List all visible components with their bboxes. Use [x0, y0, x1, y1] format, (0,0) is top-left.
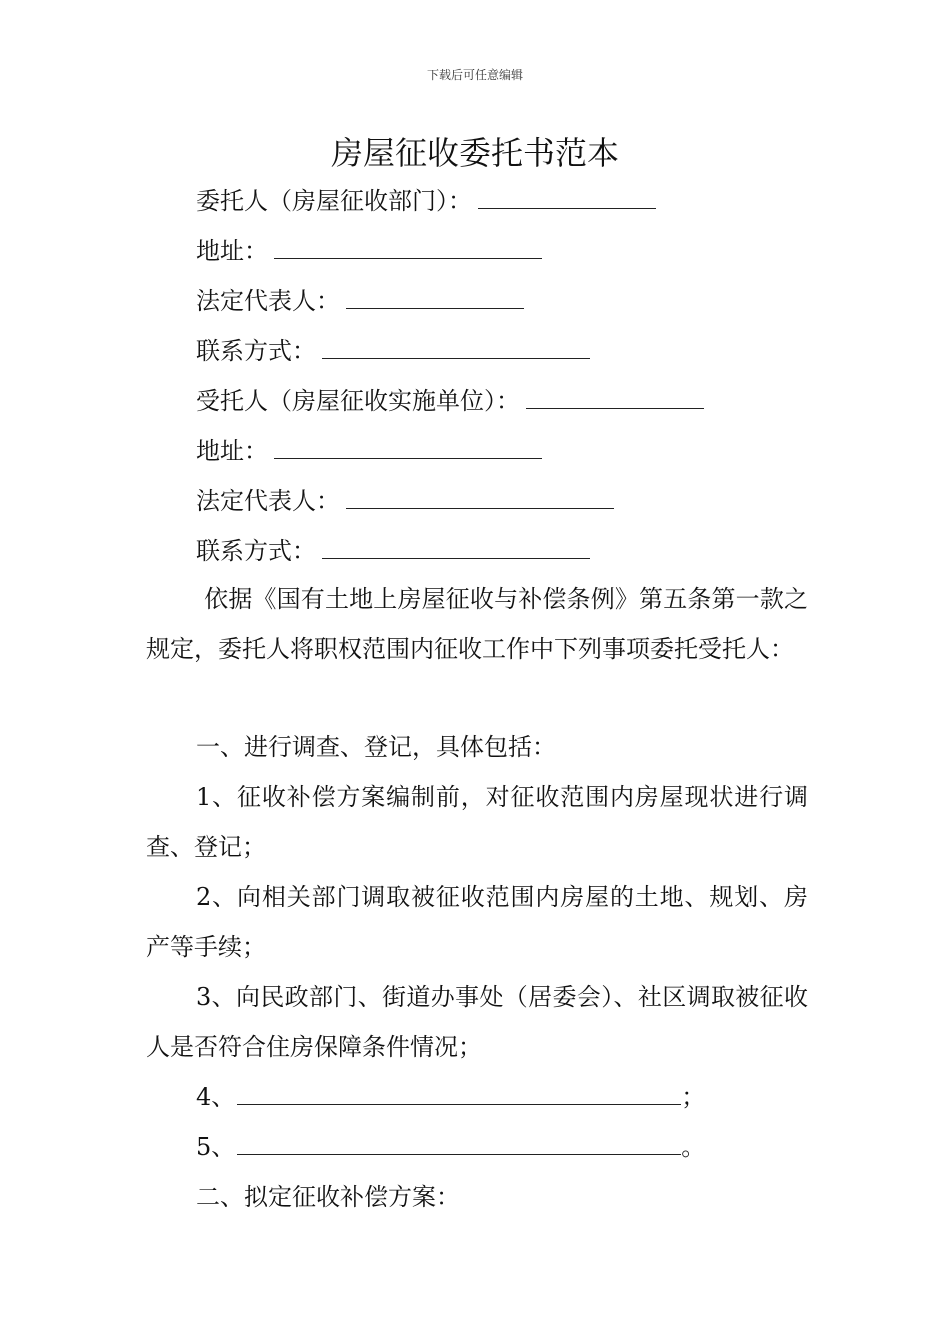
section2-heading: 二、拟定征收补偿方案： — [196, 1183, 460, 1211]
document-title: 房屋征收委托书范本 — [330, 134, 619, 172]
agent-contact-label: 联系方式： — [196, 537, 316, 565]
principal-contact-line — [196, 336, 590, 366]
principal-legal-rep-blank — [346, 286, 524, 309]
item1-text: 1、征收补偿方案编制前，对征收范围内房屋现状进行调查、登记； — [146, 783, 808, 861]
principal-address-label: 地址： — [196, 237, 268, 265]
item4-suffix: ； — [681, 1083, 706, 1111]
item5-suffix: 。 — [681, 1133, 706, 1161]
item4-line — [196, 1082, 705, 1112]
agent-legal-rep-blank — [346, 486, 614, 509]
principal-contact-label: 联系方式： — [196, 337, 316, 365]
agent-address-blank — [274, 436, 542, 459]
principal-contact-blank — [322, 336, 590, 359]
principal-legal-rep-line — [196, 286, 524, 316]
agent-blank — [526, 386, 704, 409]
item1-paragraph — [146, 772, 808, 872]
agent-legal-rep-label: 法定代表人： — [196, 487, 340, 515]
item5-line — [196, 1132, 705, 1162]
item5-blank — [237, 1132, 681, 1155]
agent-address-label: 地址： — [196, 437, 268, 465]
agent-contact-line — [196, 536, 590, 566]
item4-prefix: 4、 — [196, 1083, 236, 1111]
principal-address-line — [196, 236, 542, 266]
item2-text: 2、向相关部门调取被征收范围内房屋的土地、规划、房产等手续； — [146, 883, 808, 961]
principal-blank — [478, 186, 656, 209]
item3-paragraph — [146, 972, 808, 1072]
agent-legal-rep-line — [196, 486, 614, 516]
intro-text: 依据《国有土地上房屋征收与补偿条例》第五条第一款之规定，委托人将职权范围内征收工作中下列事项委托受托人： — [146, 585, 808, 663]
item3-text: 3、向民政部门、街道办事处（居委会）、社区调取被征收人是否符合住房保障条件情况； — [146, 983, 808, 1061]
item2-paragraph — [146, 872, 808, 972]
agent-label: 受托人（房屋征收实施单位）： — [196, 387, 520, 415]
intro-paragraph — [146, 574, 808, 674]
agent-address-line — [196, 436, 542, 466]
agent-line — [196, 386, 704, 416]
section1-heading: 一、进行调查、登记，具体包括： — [196, 733, 556, 761]
principal-legal-rep-label: 法定代表人： — [196, 287, 340, 315]
agent-contact-blank — [322, 536, 590, 559]
item4-blank — [237, 1082, 681, 1105]
item5-prefix: 5、 — [196, 1133, 236, 1161]
principal-address-blank — [274, 236, 542, 259]
principal-label: 委托人（房屋征收部门）： — [196, 187, 472, 215]
principal-line — [196, 186, 656, 216]
header-note: 下载后可任意编辑 — [426, 68, 523, 82]
